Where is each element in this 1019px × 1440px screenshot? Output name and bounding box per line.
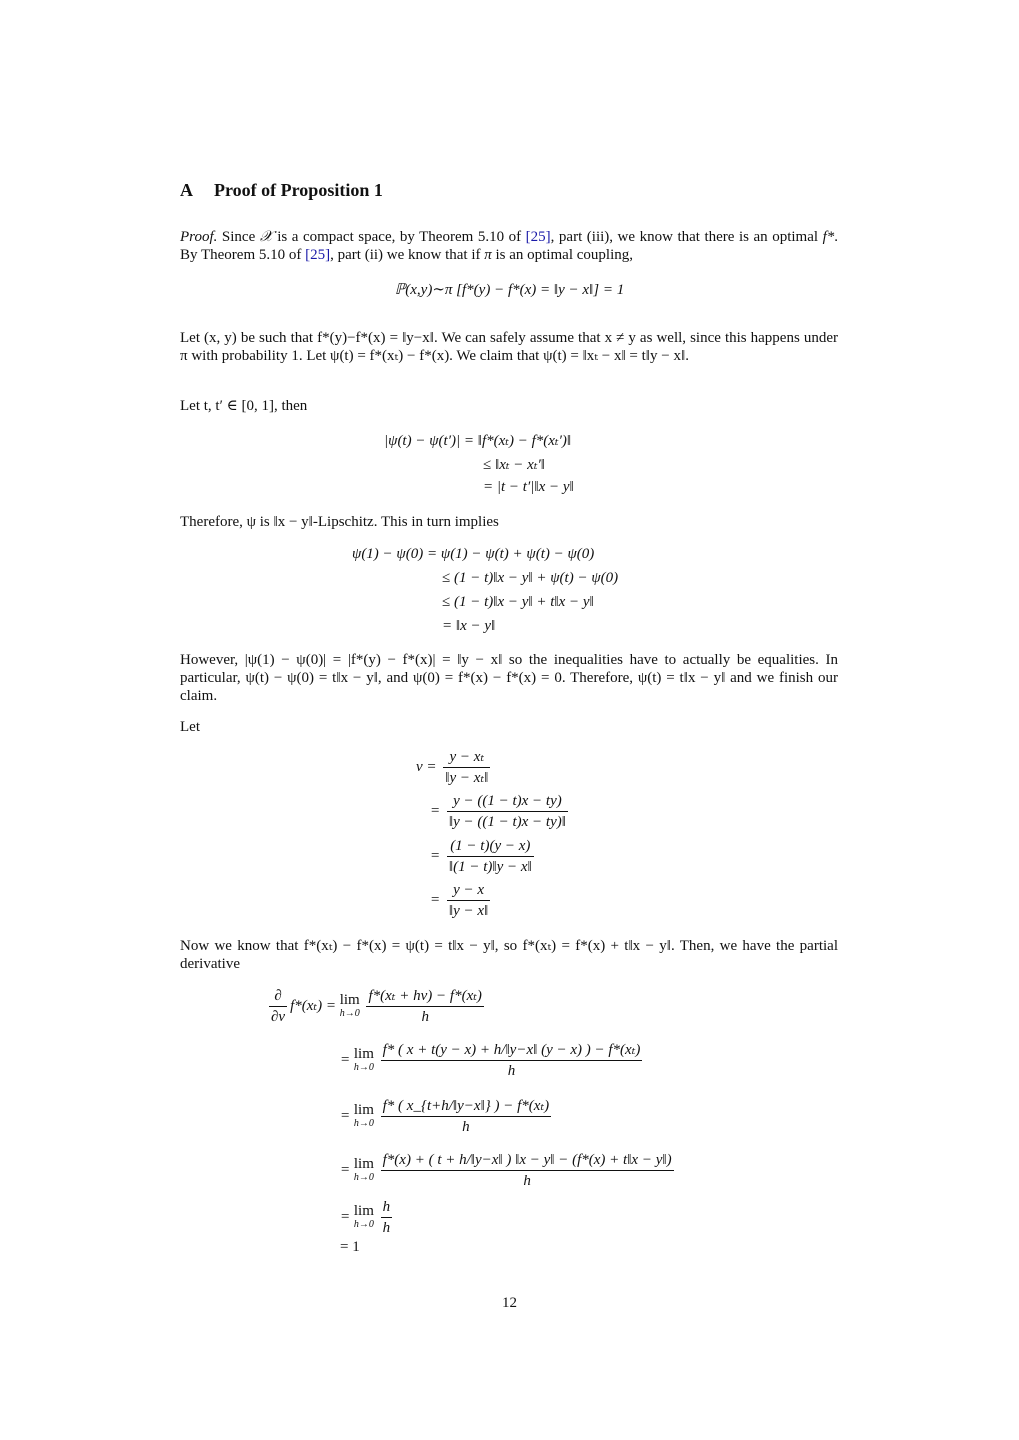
paragraph-5: However, |ψ(1) − ψ(0)| = |f*(y) − f*(x)| = ‖y − x‖ so the inequalities have to actually be equalities. In particular, ψ(t) − ψ(0) = t‖x − y‖, and ψ(0) = f*(x) − f*(x) = 0. Therefore, ψ(t) = t‖x − y‖ and we finish our claim. [180, 652, 838, 704]
citation-link[interactable]: [25] [305, 247, 331, 263]
paragraph-6: Let [180, 719, 200, 735]
proof-paragraph-1: Proof. Since 𝒳 is a compact space, by Theorem 5.10 of [25], part (iii), we know that there is an optimal f*. By Theorem 5.10 of [25], part (ii) we know that if π is an optimal coupling, [180, 229, 838, 263]
citation-link[interactable]: [25] [525, 229, 551, 245]
paragraph-7: Now we know that f*(xₜ) − f*(x) = ψ(t) = t‖x − y‖, so f*(xₜ) = f*(x) + t‖x − y‖. Then, we have the partial derivative [180, 938, 838, 972]
paragraph-2: Let (x, y) be such that f*(y)−f*(x) = ‖y−x‖. We can safely assume that x ≠ y as well, since this happens under π with probability 1. Let ψ(t) = f*(xₜ) − f*(x). We claim that ψ(t) = ‖xₜ − x‖ = t‖y − x‖. [180, 330, 838, 364]
equation-probability: ℙ(x,y)∼π [f*(y) − f*(x) = ‖y − x‖] = 1 [394, 282, 625, 298]
page-number: 12 [502, 1295, 517, 1311]
paragraph-4: Therefore, ψ is ‖x − y‖-Lipschitz. This in turn implies [180, 514, 499, 530]
section-heading: A Proof of Proposition 1 [180, 180, 383, 200]
paragraph-3: Let t, t′ ∈ [0, 1], then [180, 398, 308, 414]
